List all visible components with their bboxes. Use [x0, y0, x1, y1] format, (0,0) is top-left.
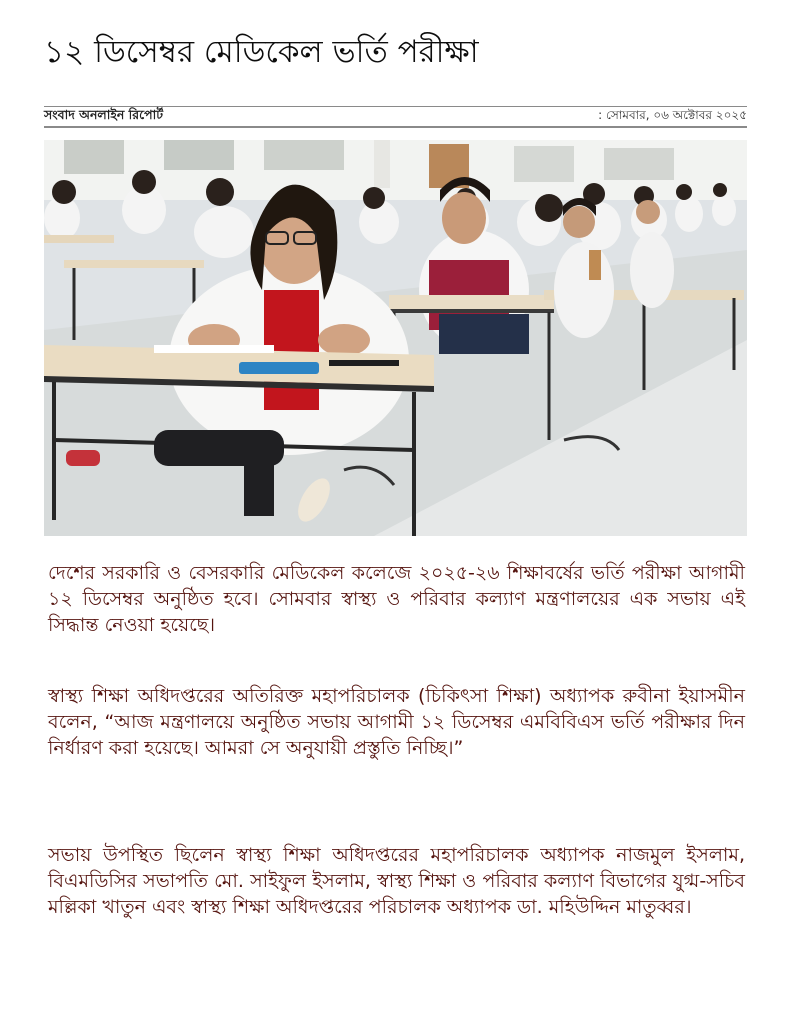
- article-headline: ১২ ডিসেম্বর মেডিকেল ভর্তি পরীক্ষা: [44, 34, 479, 70]
- byline-bar: [44, 106, 747, 128]
- byline: সংবাদ অনলাইন রিপোর্ট: [44, 106, 164, 122]
- publish-date: : সোমবার, ০৬ অক্টোবর ২০২৫: [598, 107, 747, 122]
- article-photo: [44, 140, 747, 536]
- article-paragraph: দেশের সরকারি ও বেসরকারি মেডিকেল কলেজে ২০২৫-২৬ শিক্ষাবর্ষের ভর্তি পরীক্ষা আগামী ১২ ডিসেম্বর অনুষ্ঠিত হবে। সোমবার স্বাস্থ্য ও পরিবার কল্যাণ মন্ত্রণালয়ের এক সভায় এই সিদ্ধান্ত নেওয়া হয়েছে।: [48, 562, 745, 636]
- article-paragraph: স্বাস্থ্য শিক্ষা অধিদপ্তরের অতিরিক্ত মহাপরিচালক (চিকিৎসা শিক্ষা) অধ্যাপক রুবীনা ইয়াসমীন বলেন, “আজ মন্ত্রণালয়ে অনুষ্ঠিত সভায় আগামী ১২ ডিসেম্বর এমবিবিএস ভর্তি পরীক্ষার দিন নির্ধারণ করা হয়েছে। আমরা সে অনুযায়ী প্রস্তুতি নিচ্ছি।”: [48, 685, 745, 759]
- article-paragraph: সভায় উপস্থিত ছিলেন স্বাস্থ্য শিক্ষা অধিদপ্তরের মহাপরিচালক অধ্যাপক নাজমুল ইসলাম, বিএমডিসির সভাপতি মো. সাইফুল ইসলাম, স্বাস্থ্য শিক্ষা ও পরিবার কল্যাণ বিভাগের যুগ্ম-সচিব মল্লিকা খাতুন এবং স্বাস্থ্য শিক্ষা অধিদপ্তরের পরিচালক অধ্যাপক ডা. মহিউদ্দিন মাতুব্বর।: [48, 844, 745, 918]
